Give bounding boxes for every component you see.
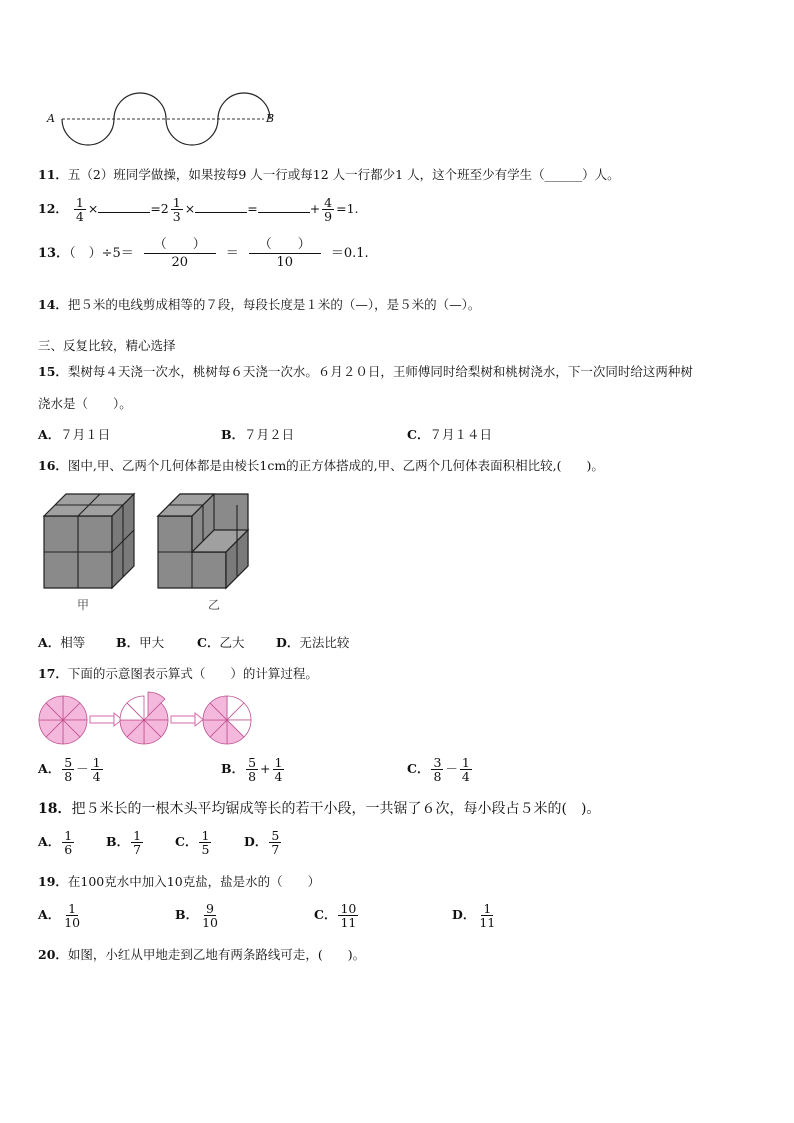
q18-option-b[interactable]: B． $\frac{1}{7}$ bbox=[106, 828, 142, 857]
q16-option-b[interactable]: B．甲大 bbox=[116, 635, 165, 650]
q12-mixed-whole: =2 bbox=[150, 201, 169, 216]
q18-number: 18． bbox=[38, 801, 72, 817]
q16-text: 图中,甲、乙两个几何体都是由棱长1cm的正方体搭成的,甲、乙两个几何体表面积相比较,( )。 bbox=[67, 458, 604, 473]
q19-text: 在100克水中加入10克盐，盐是水的（ ） bbox=[67, 874, 321, 889]
q11-suffix: ）人。 bbox=[582, 167, 620, 182]
q15-line2: 浇水是（ ）。 bbox=[38, 396, 132, 411]
q18-option-c[interactable]: C． $\frac{1}{5}$ bbox=[175, 828, 210, 857]
q12-number: 12． bbox=[38, 201, 68, 216]
q15-option-a[interactable]: A．７月１日 bbox=[38, 427, 111, 442]
q11-blank[interactable]: ______ bbox=[544, 167, 583, 182]
q18-option-a[interactable]: A． $\frac{1}{6}$ bbox=[38, 828, 73, 857]
q12-blank-2[interactable] bbox=[195, 200, 247, 213]
q17-option-c[interactable]: C． $\frac{3}{8}$ － $\frac{1}{4}$ bbox=[407, 755, 470, 784]
q11-number: 11． bbox=[38, 167, 68, 182]
q13-lead: （ ）÷5＝ bbox=[69, 246, 134, 261]
pie-three bbox=[203, 696, 251, 744]
q12-fraction-1: $\frac{1}{4}$ bbox=[75, 195, 84, 224]
question-12 bbox=[38, 196, 359, 223]
solid-yi-figure bbox=[158, 492, 268, 602]
question-20 bbox=[38, 946, 365, 964]
caption-jia: 甲 bbox=[77, 598, 90, 612]
q20-text: 如图，小红从甲地走到乙地有两条路线可走，( )。 bbox=[67, 947, 366, 962]
q20-number: 20． bbox=[38, 947, 68, 962]
q12-times: × bbox=[87, 201, 99, 216]
q14-number: 14． bbox=[38, 297, 68, 312]
question-11 bbox=[38, 166, 620, 184]
arrow-right-icon bbox=[171, 713, 203, 726]
q15-option-c[interactable]: C．７月１４日 bbox=[407, 427, 492, 442]
q15-option-b[interactable]: B．７月２日 bbox=[221, 427, 295, 442]
semicircle-path-diagram bbox=[44, 92, 304, 142]
question-18 bbox=[38, 800, 600, 818]
q13-equals: ＝ bbox=[225, 246, 239, 261]
q12-equals: = bbox=[247, 201, 258, 216]
q19-option-d[interactable]: D． $\frac{1}{11}$ bbox=[452, 901, 496, 930]
q11-text: 五（2）班同学做操，如果按每9 人一行或每12 人一行都少1 人，这个班至少有学生（ bbox=[67, 167, 545, 182]
q16-option-a[interactable]: A．相等 bbox=[38, 635, 86, 650]
point-b-label: B bbox=[266, 112, 275, 125]
arrow-right-icon bbox=[90, 713, 122, 726]
question-14 bbox=[38, 296, 480, 314]
q19-option-b[interactable]: B． $\frac{9}{10}$ bbox=[175, 901, 218, 930]
q12-blank-1[interactable] bbox=[98, 200, 150, 213]
q13-end: ＝0.1. bbox=[330, 246, 369, 261]
q15-number: 15． bbox=[38, 364, 68, 379]
q12-times-2: × bbox=[184, 201, 196, 216]
q17-number: 17． bbox=[38, 666, 68, 681]
q13-fraction-1: $\frac{( )}{20}$ bbox=[144, 236, 216, 271]
caption-yi: 乙 bbox=[208, 598, 221, 612]
q12-fraction-3: $\frac{4}{9}$ bbox=[324, 195, 333, 224]
q12-end: =1. bbox=[336, 201, 359, 216]
question-17 bbox=[38, 665, 318, 683]
q14-text: 把５米的电线剪成相等的７段，每段长度是１米的（—），是５米的（—）。 bbox=[67, 297, 481, 312]
q19-option-c[interactable]: C． $\frac{10}{11}$ bbox=[314, 901, 357, 930]
solid-jia-figure bbox=[44, 492, 154, 602]
question-13 bbox=[38, 236, 369, 271]
point-a-label: A bbox=[47, 112, 55, 125]
q12-plus: + bbox=[309, 201, 321, 216]
q18-text: 把５米长的一根木头平均锯成等长的若干小段，一共锯了６次，每小段占５米的( )。 bbox=[71, 801, 601, 817]
q19-number: 19． bbox=[38, 874, 68, 889]
q16-option-c[interactable]: C．乙大 bbox=[197, 635, 245, 650]
q17-option-b[interactable]: B． $\frac{5}{8}$ + $\frac{1}{4}$ bbox=[221, 755, 283, 784]
pie-one bbox=[39, 696, 87, 744]
pie-two bbox=[120, 692, 168, 744]
q13-fraction-2: $\frac{( )}{10}$ bbox=[249, 236, 321, 271]
section-3-title: 三、反复比较，精心选择 bbox=[38, 338, 176, 353]
q18-option-d[interactable]: D． $\frac{5}{7}$ bbox=[244, 828, 280, 857]
q17-text: 下面的示意图表示算式（ ）的计算过程。 bbox=[67, 666, 318, 681]
q13-number: 13． bbox=[38, 246, 70, 261]
question-16 bbox=[38, 457, 604, 475]
question-15 bbox=[38, 363, 693, 381]
q12-blank-3[interactable] bbox=[258, 200, 310, 213]
q17-option-a[interactable]: A． $\frac{5}{8}$ － $\frac{1}{4}$ bbox=[38, 755, 101, 784]
q16-option-d[interactable]: D．无法比较 bbox=[276, 635, 350, 650]
q15-line1: 梨树每４天浇一次水，桃树每６天浇一次水。６月２０日，王师傅同时给梨树和桃树浇水，下一次同时给这两种树 bbox=[67, 364, 693, 379]
q12-fraction-2: $\frac{1}{3}$ bbox=[172, 195, 181, 224]
q16-number: 16． bbox=[38, 458, 68, 473]
question-19 bbox=[38, 873, 320, 891]
q19-option-a[interactable]: A． $\frac{1}{10}$ bbox=[38, 901, 81, 930]
fraction-pie-sequence bbox=[38, 694, 268, 750]
